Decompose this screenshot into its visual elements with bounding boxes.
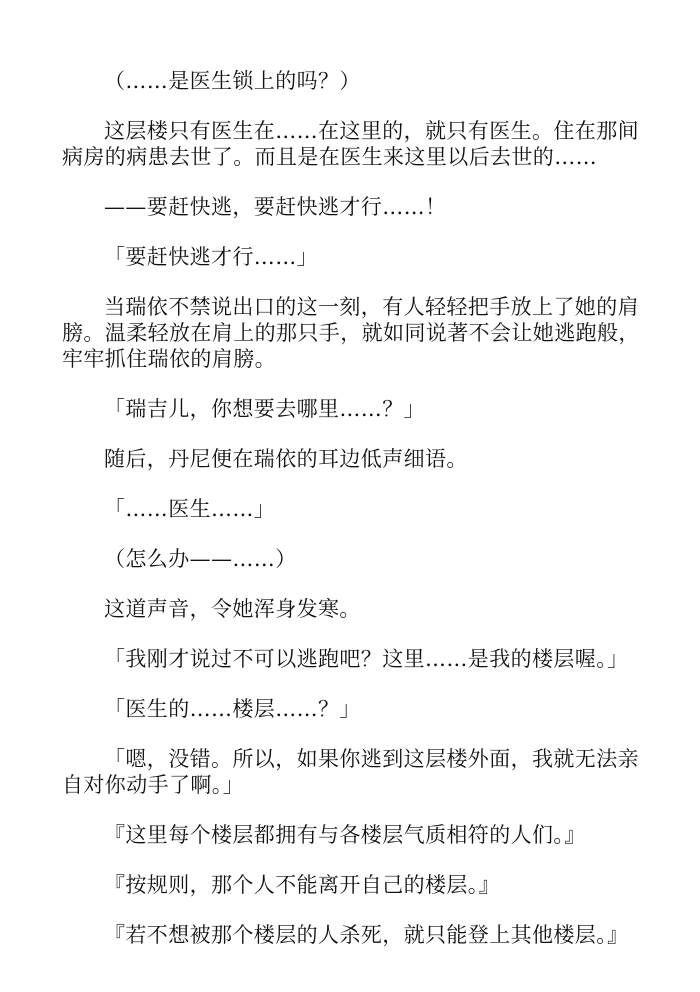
paragraph-1: （……是医生锁上的吗？）: [104, 69, 361, 93]
novel-page: [62, 68, 642, 972]
paragraph-8: 「……医生……」: [104, 497, 276, 521]
paragraph-16: 『若不想被那个楼层的人杀死，就只能登上其他楼层。』: [104, 923, 629, 947]
paragraph-12: 「医生的……楼层……？」: [104, 697, 361, 721]
paragraph-15: 『按规则，那个人不能离开自己的楼层。』: [104, 873, 501, 897]
paragraph-13: 「嗯，没错。所以，如果你逃到这层楼外面，我就无法亲自对你动手了啊。」: [62, 747, 639, 797]
paragraph-10: 这道声音，令她浑身发寒。: [104, 597, 361, 621]
paragraph-3: ——要赶快逃，要赶快逃才行……！: [104, 195, 447, 219]
paragraph-5: 当瑞依不禁说出口的这一刻，有人轻轻把手放上了她的肩膀。温柔轻放在肩上的那只手，就如同说著不会让她逃跑般，牢牢抓住瑞依的肩膀。: [62, 295, 640, 371]
paragraph-14: 『这里每个楼层都拥有与各楼层气质相符的人们。』: [104, 823, 586, 847]
paragraph-7: 随后，丹尼便在瑞依的耳边低声细语。: [104, 447, 468, 471]
paragraph-4: 「要赶快逃才行……」: [104, 245, 318, 269]
paragraph-2: 这层楼只有医生在……在这里的，就只有医生。住在那间病房的病患去世了。而且是在医生来这里以后去世的……: [62, 119, 639, 169]
paragraph-11: 「我刚才说过不可以逃跑吧？这里……是我的楼层喔。」: [104, 647, 629, 671]
paragraph-6: 「瑞吉儿，你想要去哪里……？」: [104, 397, 425, 421]
paragraph-9: （怎么办——……）: [104, 547, 297, 571]
